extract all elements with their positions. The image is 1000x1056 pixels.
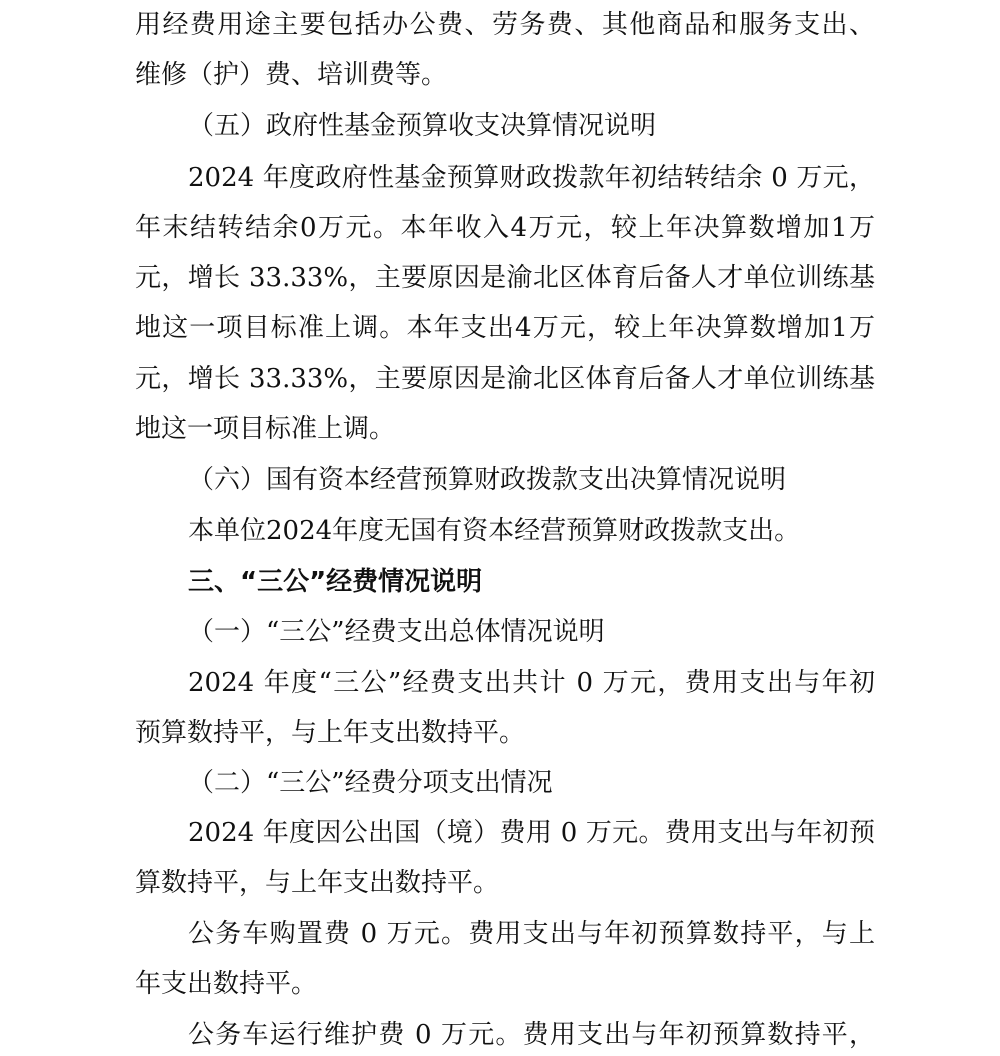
section-heading-1: （一）“三公”经费支出总体情况说明 (188, 617, 605, 647)
paragraph-line: 公务车购置费 0 万元。费用支出与年初预算数持平，与上 (188, 919, 875, 949)
paragraph-line: 地这一项目标准上调。本年支出4万元，较上年决算数增加1万 (135, 313, 875, 343)
section-heading-2: （二）“三公”经费分项支出情况 (188, 768, 553, 798)
paragraph-line: 2024 年度因公出国（境）费用 0 万元。费用支出与年初预 (188, 818, 875, 848)
section-heading-6: （六）国有资本经营预算财政拨款支出决算情况说明 (188, 465, 787, 495)
chapter-heading-3: 三、“三公”经费情况说明 (188, 567, 483, 597)
paragraph-line: 算数持平，与上年支出数持平。 (135, 868, 500, 898)
section-heading-5: （五）政府性基金预算收支决算情况说明 (188, 111, 657, 141)
paragraph-line: 年支出数持平。 (135, 969, 318, 999)
paragraph-line: 年末结转结余0万元。本年收入4万元，较上年决算数增加1万 (135, 213, 875, 243)
paragraph-line: 2024 年度政府性基金预算财政拨款年初结转结余 0 万元， (188, 163, 875, 193)
paragraph-line: 用经费用途主要包括办公费、劳务费、其他商品和服务支出、 (135, 10, 875, 40)
paragraph-line: 公务车运行维护费 0 万元。费用支出与年初预算数持平， (188, 1020, 875, 1050)
paragraph-line: 预算数持平，与上年支出数持平。 (135, 718, 526, 748)
paragraph-line: 元，增长 33.33%，主要原因是渝北区体育后备人才单位训练基 (135, 364, 875, 394)
paragraph-line: 本单位2024年度无国有资本经营预算财政拨款支出。 (188, 516, 801, 546)
paragraph-line: 2024 年度“三公”经费支出共计 0 万元，费用支出与年初 (188, 668, 875, 698)
paragraph-line: 元，增长 33.33%，主要原因是渝北区体育后备人才单位训练基 (135, 263, 875, 293)
paragraph-line: 维修（护）费、培训费等。 (135, 60, 448, 90)
paragraph-line: 地这一项目标准上调。 (135, 414, 396, 444)
